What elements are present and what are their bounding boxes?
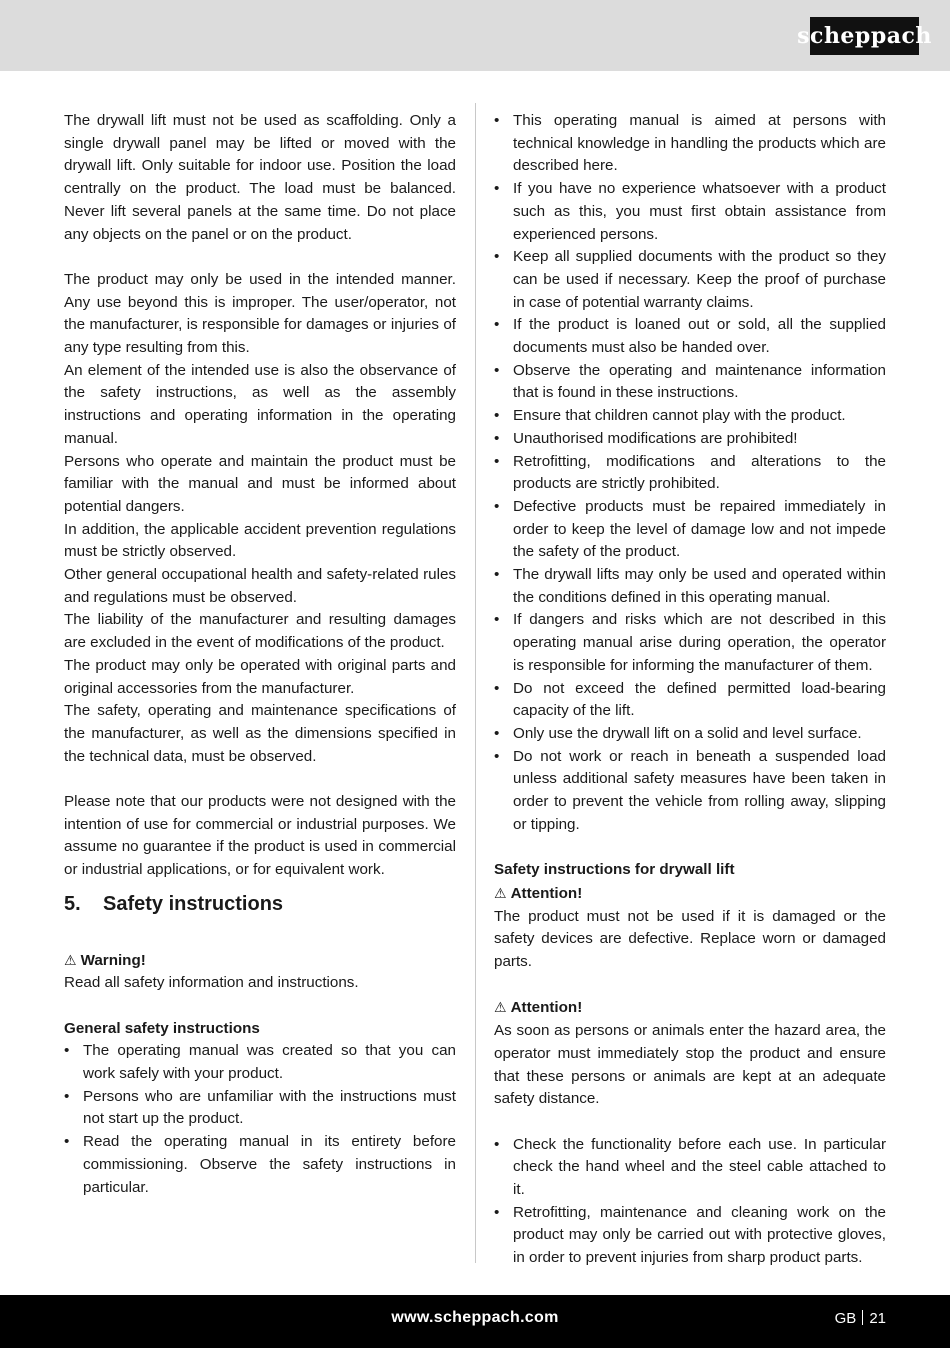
page-number: 21	[869, 1310, 886, 1327]
list-item: • Ensure that children cannot play with the product.	[494, 405, 886, 428]
operator-paragraph: Persons who operate and maintain the product must be familiar with the manual and must be informed about potential dangers.	[64, 452, 456, 515]
section-number: 5.	[64, 892, 81, 915]
attention-heading	[494, 882, 886, 906]
list-item: • The drywall lifts may only be used and operated within the conditions defined in this operating manual.	[494, 564, 886, 609]
page-header	[0, 0, 950, 71]
general-safety-list	[64, 1040, 456, 1199]
left-column	[64, 110, 456, 1199]
list-item: • Retrofitting, maintenance and cleaning work on the product may only be carried out with protective gloves, in order to prevent injuries from sharp product parts.	[494, 1202, 886, 1270]
scheppach-logo: scheppach	[810, 17, 919, 55]
list-item: • The operating manual was created so that you can work safely with your product.	[64, 1040, 456, 1085]
safety-list-2	[494, 1134, 886, 1270]
separator	[862, 1310, 863, 1325]
list-item: • If you have no experience whatsoever with a product such as this, you must first obtain assistance from experienced persons.	[494, 178, 886, 246]
warning-icon: ⚠	[494, 884, 507, 901]
list-item: • Read the operating manual in its entirety before commissioning. Observe the safety instructions in particular.	[64, 1131, 456, 1199]
page-footer	[0, 1295, 950, 1348]
warning-label: Warning!	[80, 951, 146, 969]
language-code: GB	[834, 1310, 857, 1327]
list-item: • This operating manual is aimed at persons with technical knowledge in handling the products which are described here.	[494, 110, 886, 178]
list-item: • Do not work or reach in beneath a suspended load unless additional safety measures have been taken in order to prevent the vehicle from rolling away, slipping or tipping.	[494, 746, 886, 837]
occupational-health-paragraph: Other general occupational health and safety-related rules and regulations must be observed.	[64, 566, 456, 606]
list-item: • Defective products must be repaired immediately in order to keep the level of damage low and not impede the safety of the product.	[494, 496, 886, 564]
drywall-lift-heading: Safety instructions for drywall lift	[494, 861, 735, 879]
attention-text: As soon as persons or animals enter the hazard area, the operator must immediately stop the product and ensure that these persons or animals are kept at an adequate safety distance.	[494, 1022, 886, 1108]
column-divider	[475, 103, 476, 1263]
warning-text: Read all safety information and instructions.	[64, 974, 359, 992]
general-safety-heading: General safety instructions	[64, 1019, 260, 1037]
original-parts-paragraph: The product may only be operated with original parts and original accessories from the manufacturer.	[64, 656, 456, 697]
list-item: • If the product is loaned out or sold, all the supplied documents must also be handed over.	[494, 314, 886, 359]
attention-label: Attention!	[510, 999, 583, 1017]
list-item: • Only use the drywall lift on a solid and level surface.	[494, 723, 886, 746]
list-item: • Persons who are unfamiliar with the instructions must not start up the product.	[64, 1086, 456, 1131]
observance-paragraph: An element of the intended use is also the observance of the safety instructions, as well as the assembly instructions and operating information in the operating manual.	[64, 361, 456, 447]
list-item: • Unauthorised modifications are prohibited!	[494, 428, 886, 451]
intended-use-paragraph: The drywall lift must not be used as scaffolding. Only a single drywall panel may be lifted or moved with the drywall lift. Only suitable for indoor use. Position the load centrally on the product. The load must be balanced. Never lift several panels at the same time. Do not place any objects on the panel or on the product.	[64, 112, 456, 243]
list-item: • Observe the operating and maintenance information that is found in these instructions.	[494, 360, 886, 405]
list-item: • Retrofitting, modifications and alterations to the products are strictly prohibited.	[494, 451, 886, 496]
specifications-paragraph: The safety, operating and maintenance specifications of the manufacturer, as well as the dimensions specified in the technical data, must be observed.	[64, 702, 456, 765]
list-item: • Do not exceed the defined permitted load-bearing capacity of the lift.	[494, 678, 886, 723]
website-link[interactable]: www.scheppach.com	[391, 1309, 559, 1326]
liability-paragraph: The liability of the manufacturer and resulting damages are excluded in the event of modifications of the product.	[64, 611, 456, 652]
warning-heading	[64, 949, 456, 973]
attention-label: Attention!	[510, 884, 583, 902]
attention-heading	[494, 996, 886, 1020]
list-item: • Check the functionality before each use. In particular check the hand wheel and the steel cable attached to it.	[494, 1134, 886, 1202]
list-item: • Keep all supplied documents with the product so they can be used if necessary. Keep the proof of purchase in case of potential warranty claims.	[494, 246, 886, 314]
page-indicator	[835, 1310, 886, 1327]
attention-text: The product must not be used if it is damaged or the safety devices are defective. Replace worn or damaged parts.	[494, 907, 886, 970]
accident-prevention-paragraph: In addition, the applicable accident prevention regulations must be strictly observed.	[64, 520, 456, 561]
right-column	[494, 110, 886, 1270]
list-item: • If dangers and risks which are not described in this operating manual arise during operation, the operator is responsible for informing the manufacturer of them.	[494, 609, 886, 677]
section-heading	[64, 892, 456, 916]
section-title: Safety instructions	[103, 892, 284, 915]
safety-list	[494, 110, 886, 837]
warning-icon: ⚠	[64, 951, 77, 968]
commercial-use-paragraph: Please note that our products were not designed with the intention of use for commercial or industrial purposes. We assume no guarantee if the product is used in commercial or industrial applications, or for equivalent work.	[64, 793, 456, 879]
warning-icon: ⚠	[494, 999, 507, 1016]
improper-use-paragraph: The product may only be used in the intended manner. Any use beyond this is improper. The user/operator, not the manufacturer, is responsible for damages or injuries of any type resulting from this.	[64, 270, 456, 357]
